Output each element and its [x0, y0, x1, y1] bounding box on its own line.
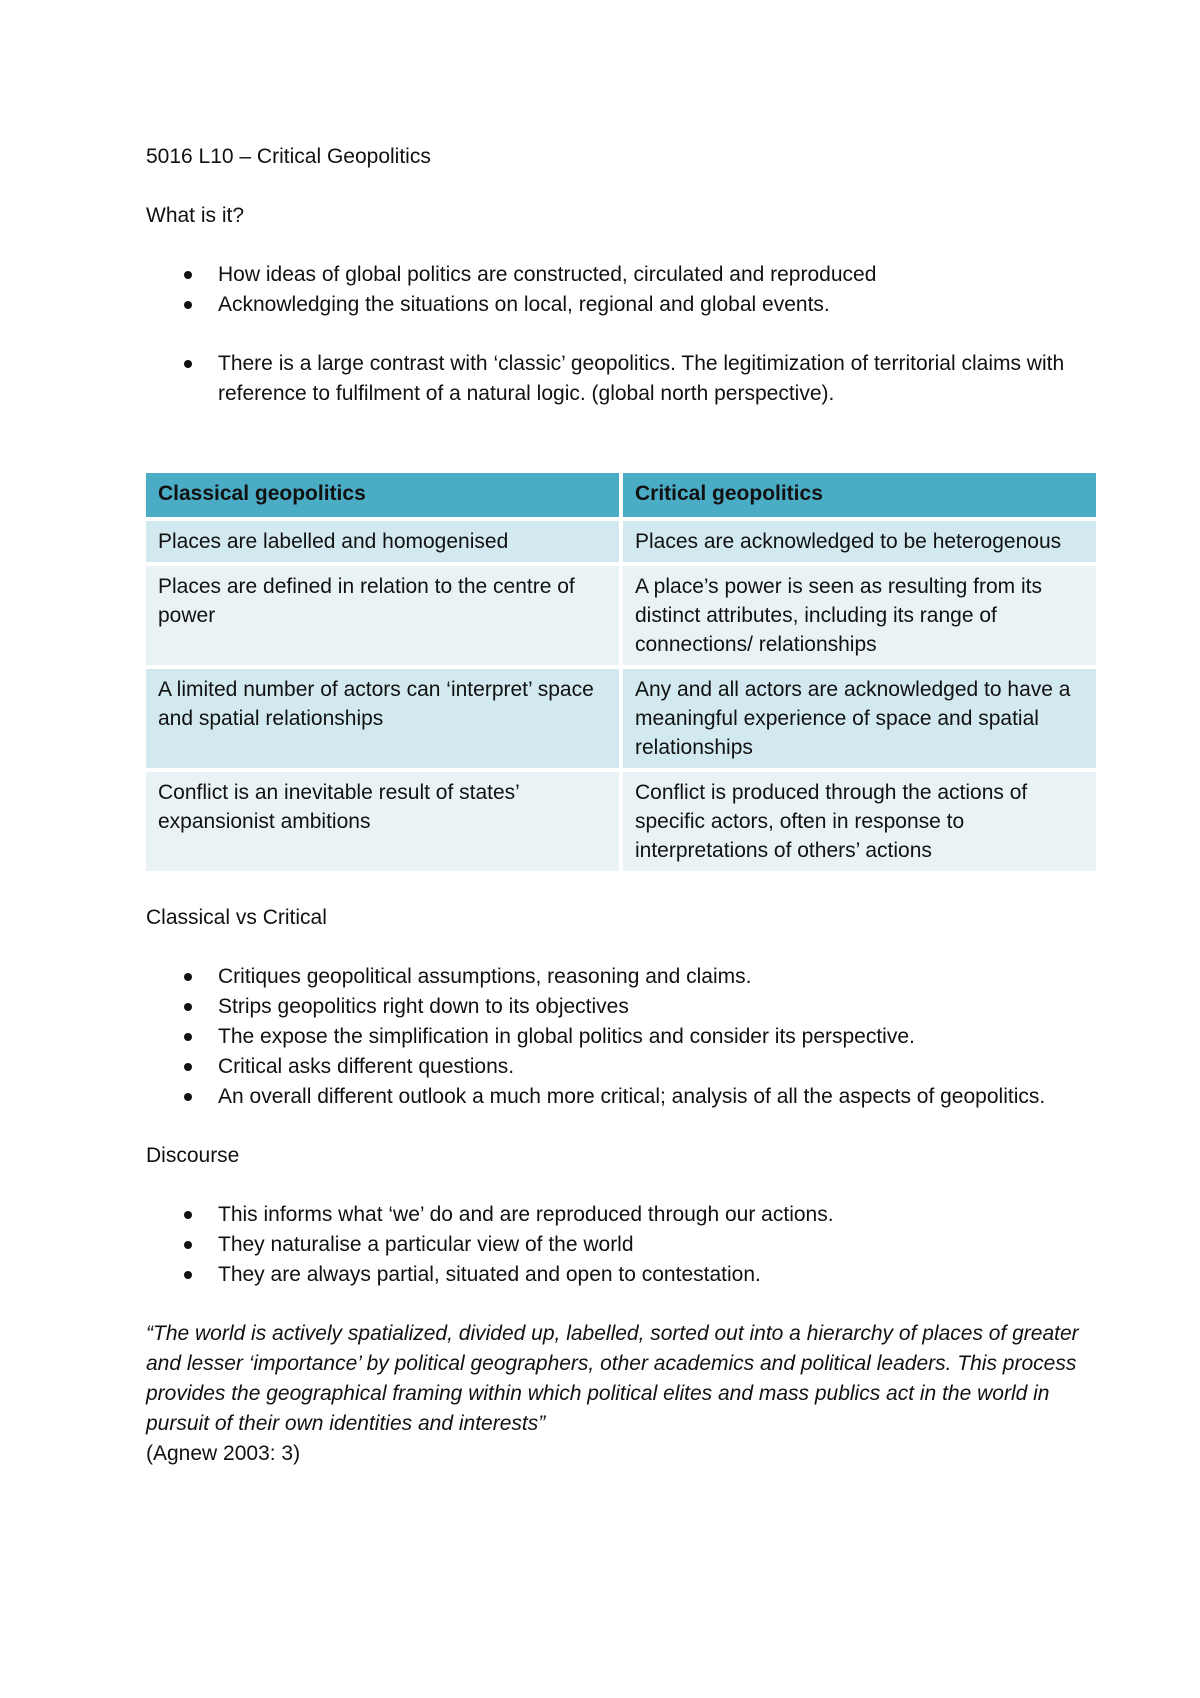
document-title: 5016 L10 – Critical Geopolitics — [146, 145, 431, 168]
list-item: Strips geopolitics right down to its objectives — [146, 992, 1106, 1022]
table-row — [146, 772, 1096, 871]
intro-bullet-list-2 — [146, 349, 1106, 409]
table-cell: Places are labelled and homogenised — [146, 521, 619, 562]
table-row — [146, 521, 1096, 562]
list-item: An overall different outlook a much more critical; analysis of all the aspects of geopolitics. — [146, 1082, 1106, 1112]
list-item: The expose the simplification in global politics and consider its perspective. — [146, 1022, 1106, 1052]
section-heading-what-is-it: What is it? — [146, 204, 245, 227]
list-item: Critiques geopolitical assumptions, reasoning and claims. — [146, 962, 1106, 992]
discourse-bullet-list — [146, 1200, 1106, 1290]
document-content — [146, 142, 1106, 1469]
list-item: They are always partial, situated and open to contestation. — [146, 1260, 1106, 1290]
quote-citation: (Agnew 2003: 3) — [146, 1442, 301, 1465]
list-item: How ideas of global politics are constructed, circulated and reproduced — [146, 260, 1106, 290]
table-row — [146, 566, 1096, 665]
table-cell: Conflict is an inevitable result of states’ expansionist ambitions — [146, 772, 619, 871]
list-item: Critical asks different questions. — [146, 1052, 1106, 1082]
table-cell: Conflict is produced through the actions of specific actors, often in response to interpretations of others’ actions — [623, 772, 1096, 871]
table-row — [146, 669, 1096, 768]
table-cell: Places are acknowledged to be heterogenous — [623, 521, 1096, 562]
table-cell: A place’s power is seen as resulting from its distinct attributes, including its range of connections/ relationships — [623, 566, 1096, 665]
list-item: Acknowledging the situations on local, regional and global events. — [146, 290, 1106, 320]
section-heading-classical-vs-critical: Classical vs Critical — [146, 906, 327, 929]
list-item: They naturalise a particular view of the world — [146, 1230, 1106, 1260]
table-header-critical: Critical geopolitics — [623, 473, 1096, 517]
list-item: This informs what ‘we’ do and are reproduced through our actions. — [146, 1200, 1106, 1230]
classical-vs-critical-bullet-list — [146, 962, 1106, 1112]
intro-bullet-list — [146, 260, 1106, 320]
table-cell: Any and all actors are acknowledged to have a meaningful experience of space and spatial relationships — [623, 669, 1096, 768]
table-header-row — [146, 473, 1096, 517]
list-item: There is a large contrast with ‘classic’ geopolitics. The legitimization of territorial claims with reference to fulfilment of a natural logic. (global north perspective). — [146, 349, 1106, 409]
quote-text: “The world is actively spatialized, divided up, labelled, sorted out into a hierarchy of places of greater and lesser ‘importance’ by political geographers, other academics and political leaders. This process provides the geographical framing within which political elites and mass publics act in the world in pursuit of their own identities and interests” — [146, 1322, 1079, 1435]
table-cell: Places are defined in relation to the centre of power — [146, 566, 619, 665]
table-header-classical: Classical geopolitics — [146, 473, 619, 517]
section-heading-discourse: Discourse — [146, 1144, 240, 1167]
comparison-table — [142, 469, 1100, 875]
table-cell: A limited number of actors can ‘interpret’ space and spatial relationships — [146, 669, 619, 768]
